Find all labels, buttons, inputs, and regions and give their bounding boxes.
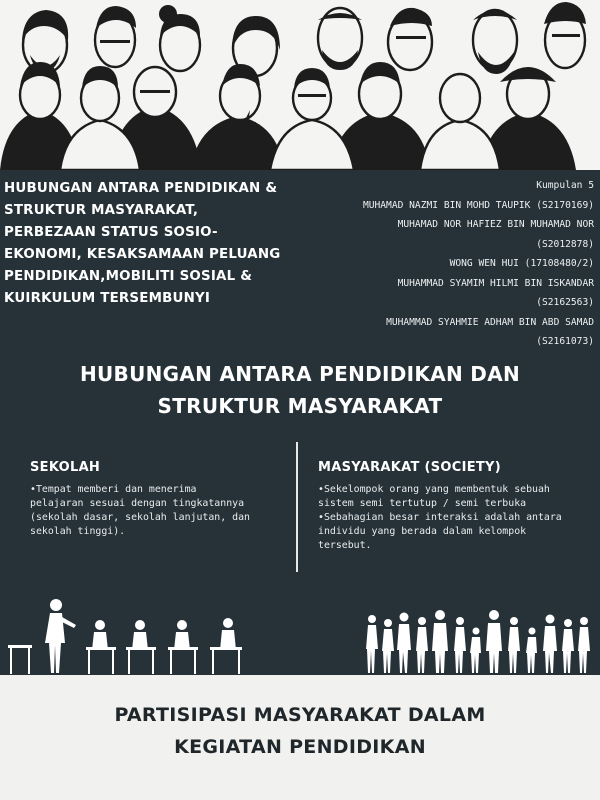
- member-line: MUHAMMAD SYAHMIE ADHAM BIN ABD SAMAD: [386, 316, 594, 328]
- masyarakat-column: [318, 460, 593, 553]
- column-divider: [296, 442, 298, 572]
- footer-title-line: KEGIATAN PENDIDIKAN: [174, 736, 426, 758]
- masyarakat-line: tersebut.: [318, 540, 372, 551]
- sekolah-line: sekolah tinggi).: [30, 526, 126, 537]
- sekolah-column: [30, 460, 275, 539]
- member-line: MUHAMMAD SYAMIM HILMI BIN ISKANDAR: [397, 277, 594, 289]
- member-line: WONG WEN HUI (17108480/2): [449, 258, 594, 269]
- silhouettes-illustration: [0, 595, 600, 675]
- main-title: [4, 178, 304, 310]
- footer-banner: [0, 675, 600, 800]
- member-line: MUHAMAD NAZMI BIN MOHD TAUPIK (S2170169): [362, 199, 594, 211]
- member-line: (S2162563): [536, 297, 594, 308]
- section-title: [0, 358, 600, 422]
- crowd-of-people-illustration: [0, 0, 600, 170]
- main-title-line: KUIRKULUM TERSEMBUNYI: [4, 291, 211, 306]
- masyarakat-text: [318, 483, 593, 553]
- section-title-line: STRUKTUR MASYARAKAT: [157, 394, 443, 418]
- footer-title-line: PARTISIPASI MASYARAKAT DALAM: [114, 704, 486, 726]
- community-silhouette-icon: [366, 610, 590, 673]
- member-line: (S2012878): [536, 238, 594, 250]
- group-members: [314, 176, 594, 352]
- masyarakat-line: •Sekelompok orang yang membentuk sebuah: [318, 484, 550, 495]
- main-title-line: EKONOMI, KESAKSAMAAN PELUANG: [4, 247, 281, 262]
- masyarakat-heading: MASYARAKAT (SOCIETY): [318, 460, 502, 475]
- section-title-line: HUBUNGAN ANTARA PENDIDIKAN DAN: [79, 362, 521, 386]
- content-panel: [0, 170, 600, 675]
- member-line: (S2161073): [536, 336, 594, 347]
- group-label: Kumpulan 5: [536, 180, 594, 191]
- sekolah-line: pelajaran sesuai dengan tingkatannya: [30, 498, 245, 509]
- footer-title: [0, 699, 600, 763]
- sekolah-line: •Tempat memberi dan menerima: [30, 484, 197, 495]
- sekolah-text: [30, 483, 275, 539]
- main-title-line: STRUKTUR MASYARAKAT,: [4, 203, 199, 218]
- masyarakat-line: •Sebahagian besar interaksi adalah antara: [318, 512, 562, 523]
- main-title-line: PERBEZAAN STATUS SOSIO-: [4, 225, 218, 240]
- main-title-line: HUBUNGAN ANTARA PENDIDIKAN &: [4, 181, 278, 196]
- masyarakat-line: sistem semi tertutup / semi terbuka: [318, 498, 527, 509]
- member-line: MUHAMAD NOR HAFIEZ BIN MUHAMAD NOR: [397, 219, 594, 230]
- main-title-line: PENDIDIKAN,MOBILITI SOSIAL &: [4, 269, 253, 284]
- classroom-silhouette-icon: [8, 599, 242, 674]
- sekolah-line: (sekolah dasar, sekolah lanjutan, dan: [30, 512, 250, 523]
- sekolah-heading: SEKOLAH: [30, 460, 101, 475]
- masyarakat-line: individu yang berada dalam kelompok: [318, 526, 527, 537]
- crowd-illustration-icon: [0, 0, 600, 170]
